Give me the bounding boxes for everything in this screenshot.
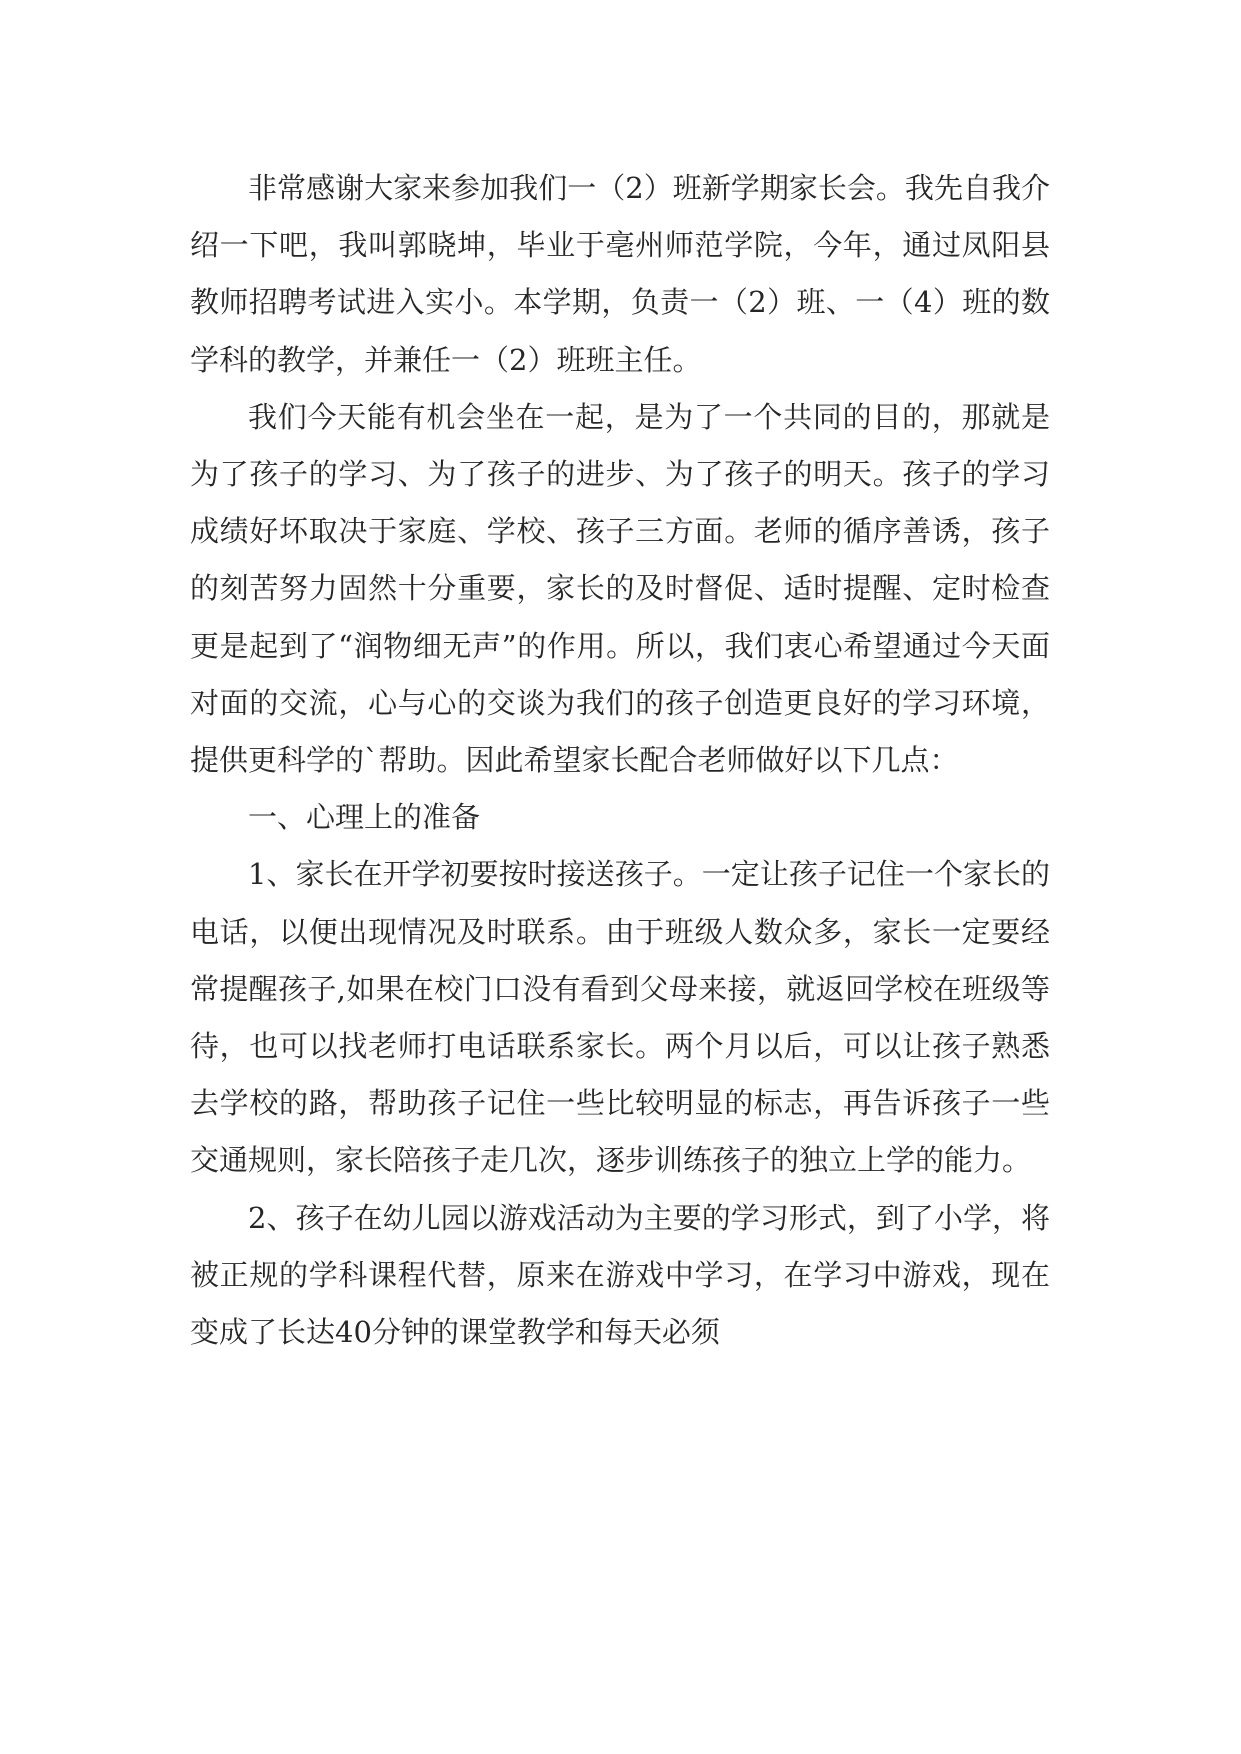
section-heading-psychological-preparation: 一、心理上的准备 [248, 800, 481, 835]
paragraph-item-1: 1、家长在开学初要按时接送孩子。一定让孩子记住一个家长的电话，以便出现情况及时联系。由于班级人数众多，家长一定要经常提醒孩子,如果在校门口没有看到父母来接，就返回学校在班级等待，也可以找老师打电话联系家长。两个月以后，可以让孩子熟悉去学校的路，帮助孩子记住一些比较明显的标志，再告诉孩子一些交通规则，家长陪孩子走几次，逐步训练孩子的独立上学的能力。 [190, 857, 1050, 1178]
document-body [190, 160, 1050, 1361]
paragraph-purpose: 我们今天能有机会坐在一起，是为了一个共同的目的，那就是为了孩子的学习、为了孩子的进步、为了孩子的明天。孩子的学习成绩好坏取决于家庭、学校、孩子三方面。老师的循序善诱，孩子的刻苦努力固然十分重要，家长的及时督促、适时提醒、定时检查更是起到了“润物细无声”的作用。所以，我们衷心希望通过今天面对面的交流，心与心的交谈为我们的孩子创造更良好的学习环境，提供更科学的`帮助。因此希望家长配合老师做好以下几点： [190, 399, 1050, 778]
paragraph-item-2: 2、孩子在幼儿园以游戏活动为主要的学习形式，到了小学，将被正规的学科课程代替，原来在游戏中学习，在学习中游戏，现在变成了长达40分钟的课堂教学和每天必须 [190, 1200, 1050, 1350]
paragraph-introduction: 非常感谢大家来参加我们一（2）班新学期家长会。我先自我介绍一下吧，我叫郭晓坤，毕业于亳州师范学院，今年，通过凤阳县教师招聘考试进入实小。本学期，负责一（2）班、一（4）班的数学科的教学，并兼任一（2）班班主任。 [190, 171, 1050, 377]
